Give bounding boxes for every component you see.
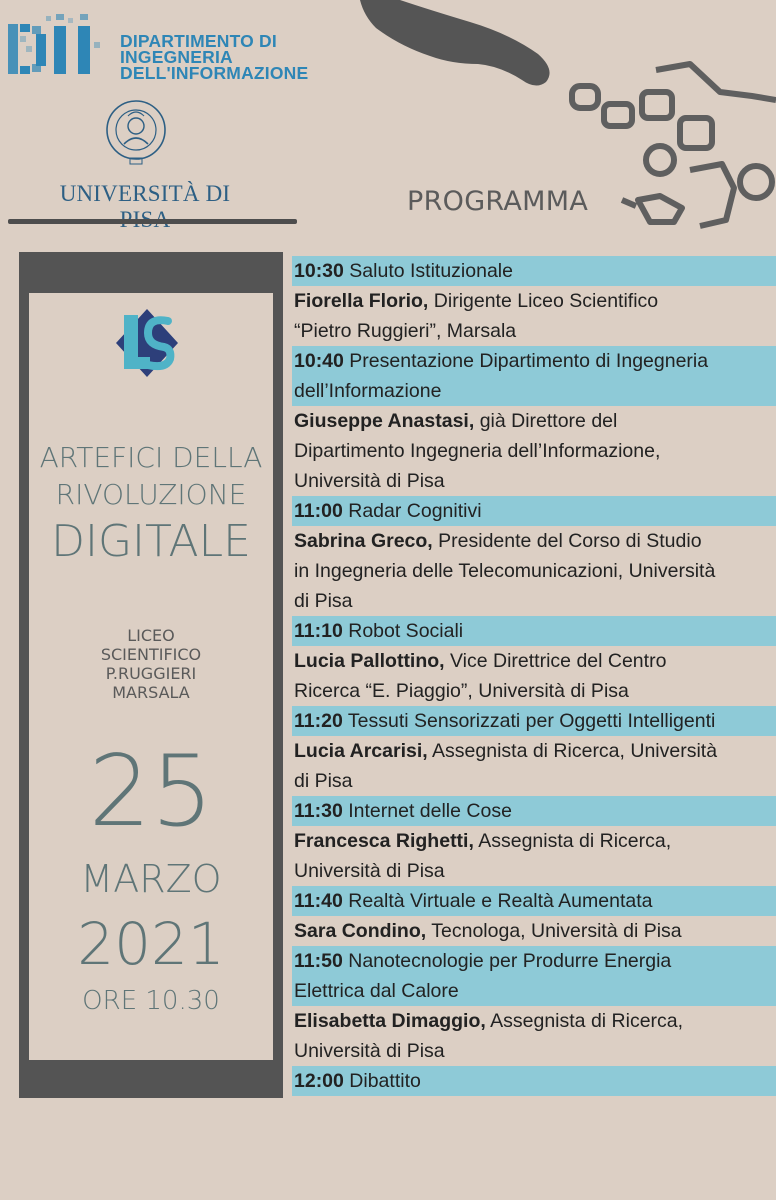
speaker-line bbox=[294, 436, 776, 466]
event-title-line-2: RIVOLUZIONE bbox=[55, 478, 247, 511]
speaker-name: Lucia Arcarisi, bbox=[294, 740, 428, 762]
speaker-line bbox=[294, 586, 776, 616]
session-line bbox=[294, 346, 776, 376]
event-title-line-1: ARTEFICI DELLA bbox=[39, 441, 263, 474]
event-year: 2021 bbox=[77, 910, 225, 978]
speaker-line bbox=[294, 406, 776, 436]
program-speaker bbox=[292, 916, 776, 946]
session-title: Presentazione Dipartimento di Ingegneria bbox=[349, 350, 709, 372]
speaker-line bbox=[294, 916, 776, 946]
program-session bbox=[292, 886, 776, 916]
session-line bbox=[294, 616, 776, 646]
session-title: Internet delle Cose bbox=[348, 800, 512, 822]
session-line bbox=[294, 376, 776, 406]
speaker-line bbox=[294, 1006, 776, 1036]
department-name-line: INGEGNERIA bbox=[120, 47, 233, 67]
dii-logo-text: DII bbox=[6, 12, 8, 13]
speaker-name: Lucia Pallottino, bbox=[294, 650, 445, 672]
program-speaker bbox=[292, 646, 776, 706]
program-speaker bbox=[292, 286, 776, 346]
speaker-line bbox=[294, 316, 776, 346]
session-time: 11:20 bbox=[294, 710, 343, 732]
session-title: Elettrica dal Calore bbox=[294, 980, 459, 1002]
speaker-role: “Pietro Ruggieri”, Marsala bbox=[294, 320, 517, 342]
speaker-line bbox=[294, 766, 776, 796]
session-title: Saluto Istituzionale bbox=[349, 260, 513, 282]
speaker-line bbox=[294, 1036, 776, 1066]
speaker-role: Dipartimento Ingegneria dell’Informazione, bbox=[294, 440, 661, 462]
speaker-role: di Pisa bbox=[294, 770, 353, 792]
speaker-role: Assegnista di Ricerca, Università bbox=[432, 740, 718, 762]
session-line bbox=[294, 796, 776, 826]
speaker-role: Tecnologa, Università di Pisa bbox=[431, 920, 682, 942]
program-session bbox=[292, 1066, 776, 1096]
session-time: 11:50 bbox=[294, 950, 343, 972]
school-name-line: SCIENTIFICO bbox=[100, 645, 202, 664]
speaker-role: Assegnista di Ricerca, bbox=[490, 1010, 684, 1032]
speaker-name: Sara Condino, bbox=[294, 920, 427, 942]
university-seal-icon bbox=[104, 96, 168, 170]
speaker-role: Università di Pisa bbox=[294, 860, 445, 882]
school-name bbox=[29, 626, 273, 702]
session-title: Tessuti Sensorizzati per Oggetti Intelligenti bbox=[347, 710, 716, 732]
session-line bbox=[294, 1066, 776, 1096]
program-session bbox=[292, 946, 776, 1006]
session-line bbox=[294, 976, 776, 1006]
program-session bbox=[292, 616, 776, 646]
session-title: Robot Sociali bbox=[348, 620, 464, 642]
header-divider bbox=[8, 219, 297, 224]
speaker-line bbox=[294, 646, 776, 676]
department-name-line: DELL'INFORMAZIONE bbox=[120, 63, 309, 83]
session-title: Dibattito bbox=[349, 1070, 421, 1092]
session-time: 10:40 bbox=[294, 350, 344, 372]
session-line bbox=[294, 946, 776, 976]
department-name bbox=[120, 33, 308, 81]
program-speaker bbox=[292, 406, 776, 496]
speaker-line bbox=[294, 556, 776, 586]
session-line bbox=[294, 886, 776, 916]
speaker-name: Francesca Righetti, bbox=[294, 830, 474, 852]
session-title: Radar Cognitivi bbox=[348, 500, 482, 522]
speaker-role: Presidente del Corso di Studio bbox=[438, 530, 702, 552]
session-time: 11:40 bbox=[294, 890, 343, 912]
speaker-name: Fiorella Florio, bbox=[294, 290, 429, 312]
event-day: 25 bbox=[88, 735, 214, 849]
speaker-line bbox=[294, 466, 776, 496]
session-time: 11:10 bbox=[294, 620, 343, 642]
speaker-role: Dirigente Liceo Scientifico bbox=[433, 290, 659, 312]
program-speaker bbox=[292, 736, 776, 796]
session-title: dell’Informazione bbox=[294, 380, 442, 402]
speaker-role: già Direttore del bbox=[479, 410, 618, 432]
event-month: MARZO bbox=[80, 857, 222, 901]
session-time: 10:30 bbox=[294, 260, 344, 282]
program-session bbox=[292, 706, 776, 736]
program-speaker bbox=[292, 526, 776, 616]
speaker-line bbox=[294, 676, 776, 706]
ls-school-logo bbox=[114, 307, 180, 379]
program-session bbox=[292, 796, 776, 826]
school-name-line: MARSALA bbox=[112, 683, 190, 702]
programma-heading: PROGRAMMA bbox=[407, 186, 589, 217]
program-session bbox=[292, 496, 776, 526]
speaker-role: di Pisa bbox=[294, 590, 353, 612]
speaker-role: Università di Pisa bbox=[294, 470, 445, 492]
dii-logo bbox=[6, 12, 110, 80]
program-speaker bbox=[292, 1006, 776, 1066]
event-time: ORE 10.30 bbox=[82, 986, 220, 1016]
speaker-line bbox=[294, 736, 776, 766]
department-name-line: DIPARTIMENTO DI bbox=[120, 31, 277, 51]
session-line bbox=[294, 496, 776, 526]
session-title: Nanotecnologie per Produrre Energia bbox=[348, 950, 672, 972]
session-time: 11:30 bbox=[294, 800, 343, 822]
speaker-role: Assegnista di Ricerca, bbox=[478, 830, 672, 852]
session-title: Realtà Virtuale e Realtà Aumentata bbox=[348, 890, 653, 912]
speaker-line bbox=[294, 826, 776, 856]
session-time: 12:00 bbox=[294, 1070, 344, 1092]
event-title-line-3: DIGITALE bbox=[51, 516, 251, 567]
speaker-name: Giuseppe Anastasi, bbox=[294, 410, 475, 432]
speaker-line bbox=[294, 526, 776, 556]
speaker-role: Università di Pisa bbox=[294, 1040, 445, 1062]
school-name-line: P.RUGGIERI bbox=[105, 664, 197, 683]
speaker-role: in Ingegneria delle Telecomunicazioni, Università bbox=[294, 560, 716, 582]
session-line bbox=[294, 706, 776, 736]
program-speaker bbox=[292, 826, 776, 886]
speaker-name: Elisabetta Dimaggio, bbox=[294, 1010, 486, 1032]
speaker-role: Ricerca “E. Piaggio”, Università di Pisa bbox=[294, 680, 629, 702]
speaker-line bbox=[294, 286, 776, 316]
session-line bbox=[294, 256, 776, 286]
speaker-role: Vice Direttrice del Centro bbox=[450, 650, 667, 672]
school-name-line: LICEO bbox=[127, 626, 175, 645]
university-name: UNIVERSITÀ DI bbox=[59, 181, 231, 206]
program-session bbox=[292, 256, 776, 286]
program-list bbox=[292, 256, 776, 1096]
program-session bbox=[292, 346, 776, 406]
ls-logo-text: LS bbox=[114, 307, 116, 308]
speaker-line bbox=[294, 856, 776, 886]
speaker-name: Sabrina Greco, bbox=[294, 530, 433, 552]
session-time: 11:00 bbox=[294, 500, 343, 522]
